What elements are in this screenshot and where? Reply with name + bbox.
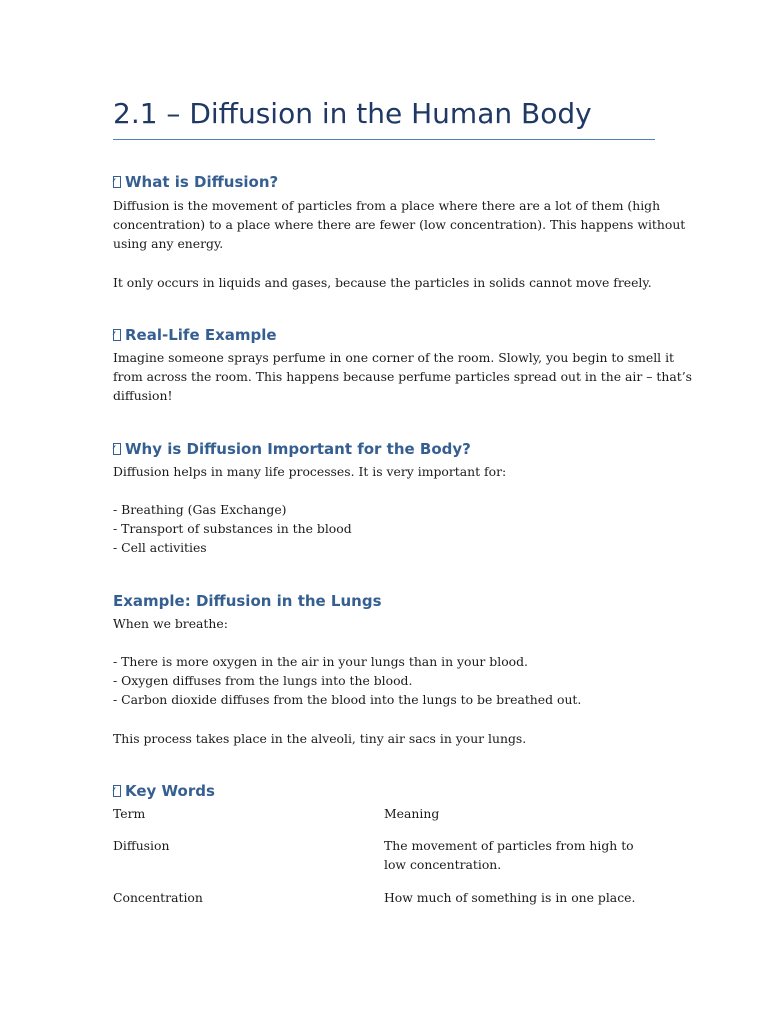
table-header-meaning: Meaning	[384, 806, 440, 821]
paragraph-definition: Diffusion is the movement of particles from a place where there are a lot of them (high concentration) to a place where there are fewer (low concentration). This happens without using any energy.	[113, 198, 686, 251]
table-cell-term: Concentration	[113, 890, 203, 905]
list-importance	[113, 500, 655, 557]
heading-what-is-diffusion: What is Diffusion?	[113, 172, 278, 192]
heading-why-important: Why is Diffusion Important for the Body?	[113, 439, 471, 459]
heading-real-life-example: Real-Life Example	[113, 325, 277, 345]
table-cell-meaning: The movement of particles from high to low concentration.	[384, 838, 634, 872]
paragraph-perfume-example: Imagine someone sprays perfume in one corner of the room. Slowly, you begin to smell it from across the room. This happens because perfume particles spread out in the air – that’s diffusion!	[113, 350, 693, 403]
missing-glyph-icon	[113, 785, 121, 797]
missing-glyph-icon	[113, 329, 121, 341]
table-cell-meaning: How much of something is in one place.	[384, 890, 636, 905]
list-item: - Cell activities	[113, 540, 207, 555]
paragraph-life-processes: Diffusion helps in many life processes. It is very important for:	[113, 464, 507, 479]
list-lungs	[113, 652, 655, 709]
table-cell-term: Diffusion	[113, 838, 170, 853]
missing-glyph-icon	[113, 176, 121, 188]
list-item: - Carbon dioxide diffuses from the blood into the lungs to be breathed out.	[113, 692, 582, 707]
paragraph-liquids-gases: It only occurs in liquids and gases, because the particles in solids cannot move freely.	[113, 275, 652, 290]
list-item: - Breathing (Gas Exchange)	[113, 502, 287, 517]
list-item: - Transport of substances in the blood	[113, 521, 352, 536]
heading-key-words: Key Words	[113, 781, 215, 801]
table-header-term: Term	[113, 806, 146, 821]
paragraph-alveoli: This process takes place in the alveoli, tiny air sacs in your lungs.	[113, 731, 527, 746]
heading-lungs-example: Example: Diffusion in the Lungs	[113, 592, 382, 610]
list-item: - There is more oxygen in the air in your lungs than in your blood.	[113, 654, 528, 669]
list-item: - Oxygen diffuses from the lungs into the blood.	[113, 673, 413, 688]
missing-glyph-icon	[113, 443, 121, 455]
title-underline	[113, 139, 655, 140]
document-title: 2.1 – Diffusion in the Human Body	[113, 97, 592, 130]
paragraph-when-we-breathe: When we breathe:	[113, 616, 228, 631]
